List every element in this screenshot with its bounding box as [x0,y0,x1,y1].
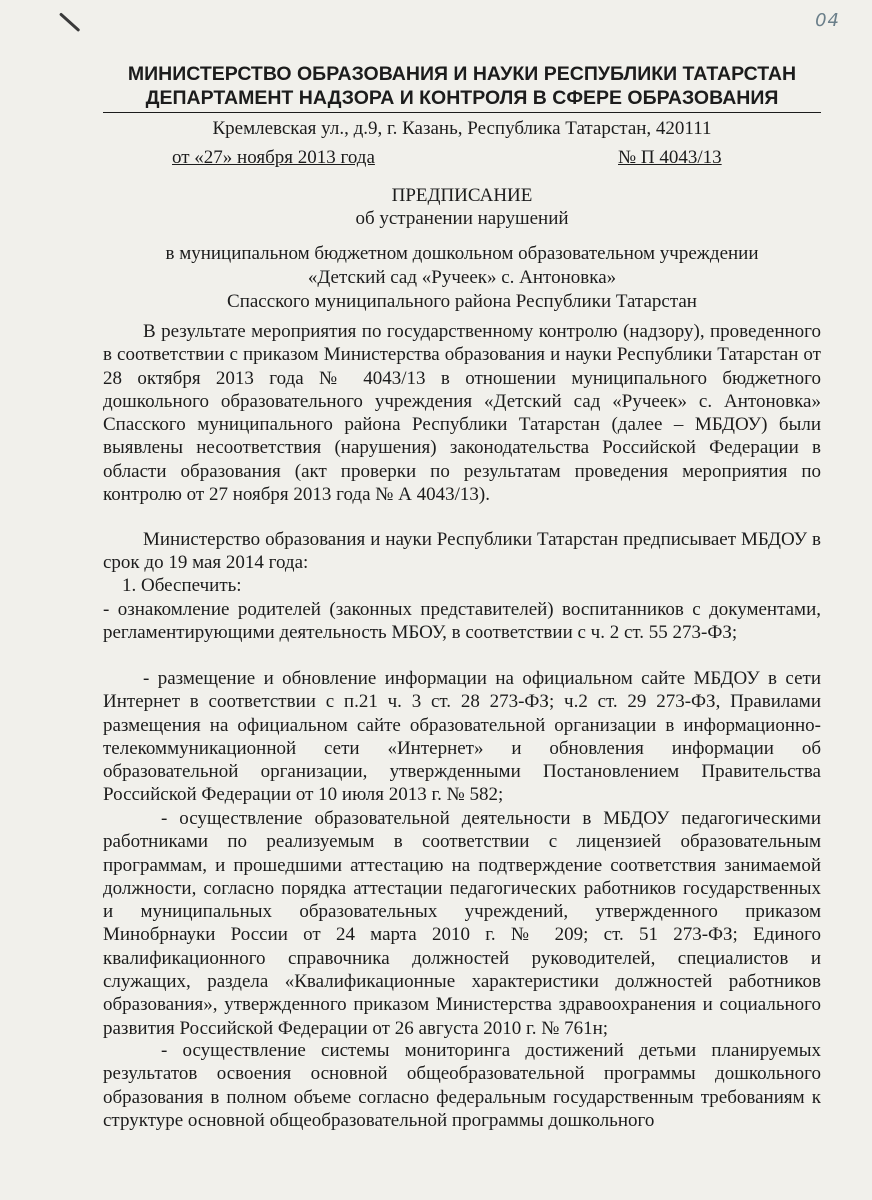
institution-line-3: Спасского муниципального района Республики Татарстан [227,291,697,312]
item-heading: 1. Обеспечить: [122,575,242,596]
document-number: № П 4043/13 [618,147,722,168]
document-date: от «27» ноября 2013 года [172,147,375,168]
document-subtitle: об устранении нарушений [355,208,569,229]
institution-line-2: «Детский сад «Ручеек» с. Антоновка» [307,267,617,288]
document-title: ПРЕДПИСАНИЕ [391,185,533,206]
institution-line-1: в муниципальном бюджетном дошкольном образовательном учреждении [165,243,759,264]
handwritten-page-number: 04 [815,10,840,31]
list-item: - осуществление образовательной деятельности в МБДОУ педагогическими работниками по реализуемым в соответствии с лицензией образовательным программам, и прошедшими аттестацию на подтверждение соответствия занимаемой должности, согласно порядка аттестации педагогических работников государственных и муниципальных образовательных учреждений, утвержденного приказом Минобрнауки России от 24 марта 2010 г. № 209; ст. 51 273-ФЗ; Единого квалификационного справочника должностей руководителей, специалистов и служащих, раздела «Квалификационные характеристики должностей работников образования», утвержденного приказом Министерства здравоохранения и социального развития Российской Федерации от 26 августа 2010 г. № 761н; [103,808,821,1039]
ministry-title: МИНИСТЕРСТВО ОБРАЗОВАНИЯ И НАУКИ РЕСПУБЛИКИ ТАТАРСТАН [127,63,797,85]
list-item: - размещение и обновление информации на официальном сайте МБДОУ в сети Интернет в соответствии с п.21 ч. 3 ст. 28 273-ФЗ; ч.2 ст. 29 273-ФЗ, Правилами размещения на официальном сайте образовательной организации в информационно-телекоммуникационной сети «Интернет» и обновления информации об образовательной организации, утвержденными Постановлением Правительства Российской Федерации от 10 июля 2013 г. № 582; [103,668,821,806]
pen-mark [59,12,80,32]
department-title: ДЕПАРТАМЕНТ НАДЗОРА И КОНТРОЛЯ В СФЕРЕ ОБРАЗОВАНИЯ [103,86,821,113]
list-item: - осуществление системы мониторинга достижений детьми планируемых результатов освоения основной общеобразовательной программы дошкольного образования в полном объеме согласно федеральным государственным требованиям к структуре основной общеобразовательной программы дошкольного [103,1040,821,1131]
list-item: - ознакомление родителей (законных представителей) воспитанников с документами, регламентирующими деятельность МБОУ, в соответствии с ч. 2 ст. 55 273-ФЗ; [103,599,821,644]
intro-paragraph: В результате мероприятия по государственному контролю (надзору), проведенного в соответствии с приказом Министерства образования и науки Республики Татарстан от 28 октября 2013 года № 4043/13 в отношении муниципального бюджетного дошкольного образовательного учреждения «Детский сад «Ручеек» с. Антоновка» Спасского муниципального района Республики Татарстан (далее – МБДОУ) были выявлены несоответствия (нарушения) законодательства Российской Федерации в области образования (акт проверки по результатам проведения мероприятия по контролю от 27 ноября 2013 года № А 4043/13). [103,321,821,506]
address-line: Кремлевская ул., д.9, г. Казань, Республика Татарстан, 420111 [212,118,712,139]
directive-paragraph: Министерство образования и науки Республики Татарстан предписывает МБДОУ в срок до 19 мая 2014 года: [103,529,821,574]
